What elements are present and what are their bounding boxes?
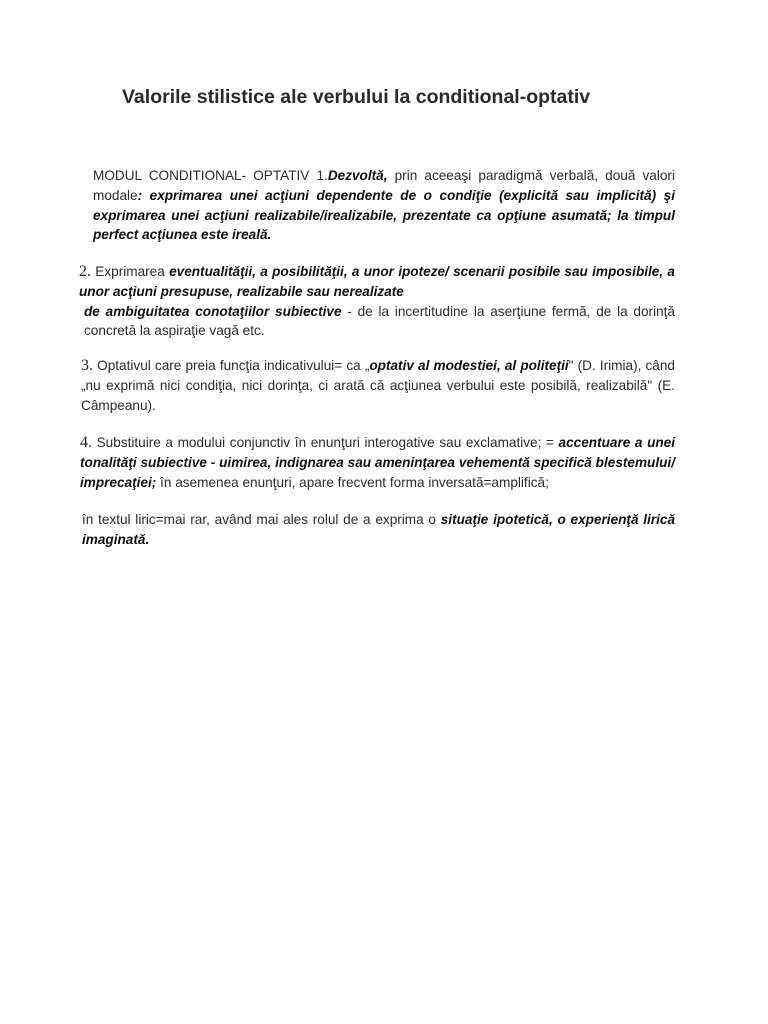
paragraph-2-text-2: - de la incertitudine la aserţiune fermă, de la dorinţă concretă la aspiraţie vagă etc. [84,303,675,339]
document-title: Valorile stilistice ale verbului la conditional-optativ [122,86,591,108]
paragraph-4-emphasis: accentuare a unei tonalităţi subiective - uimirea, indignarea sau ameninţarea vehementă specifică blestemului/ imprecaţiei; [80,435,676,490]
paragraph-2-emphasis-2: de ambiguitatea conotaţiilor subiective [84,303,342,319]
paragraph-2-emphasis-1: eventualităţii, a posibilităţii, a unor ipoteze/ scenarii posibile sau imposibile, a unor acţiuni presupuse, realizabile sau nerealizate [79,264,675,299]
paragraph-1-emphasis-1: Dezvoltă, [327,168,388,183]
paragraph-4-number: 4. [80,434,92,451]
paragraph-4 [80,433,675,492]
paragraph-3-number: 3. [81,357,93,374]
paragraph-5-emphasis: situaţie ipotetică, o experienţă lirică imaginată. [82,512,676,547]
paragraph-1-lead: MODUL CONDITIONAL- OPTATIV 1. [93,168,328,183]
paragraph-2-first-part [79,262,675,302]
paragraph-3 [81,356,675,415]
paragraph-4-text-2: în asemenea enunţuri, apare frecvent forma inversată=amplifică; [156,474,549,490]
paragraph-2-number: 2. [79,263,91,280]
paragraph-2 [79,262,675,341]
paragraph-5 [82,510,675,550]
paragraph-3-text-1: Optativul care preia funcţia indicativului= ca „ [93,358,370,373]
paragraph-2-second-part [79,302,675,342]
paragraph-4-text-1: Substituire a modului conjunctiv în enunţuri interogative sau exclamative; = [92,435,559,450]
paragraph-1-text: prin aceeaşi paradigmă verbală, două valori modale [93,168,675,203]
paragraph-5-text: în textul liric=mai rar, având mai ales rolul de a exprima o [82,512,441,527]
paragraph-1-emphasis-2: : exprimarea unei acţiuni dependente de o condiţie (explicită sau implicită) şi exprimarea unei acţiuni realizabile/irealizabile, prezentate ca opţiune asumată; la timpul perfect acţiunea este ireală. [93,187,675,243]
paragraph-2-text-1: Exprimarea [91,264,170,279]
paragraph-3-emphasis: optativ al modestiei, al politeţii [369,358,569,373]
paragraph-3-text-2: " (D. Irimia), când „nu exprimă nici condiţia, nici dorinţa, ci arată că acţiunea verbului este posibilă, realizabilă" (E. Câmpeanu). [81,358,675,413]
paragraph-1 [93,166,675,245]
